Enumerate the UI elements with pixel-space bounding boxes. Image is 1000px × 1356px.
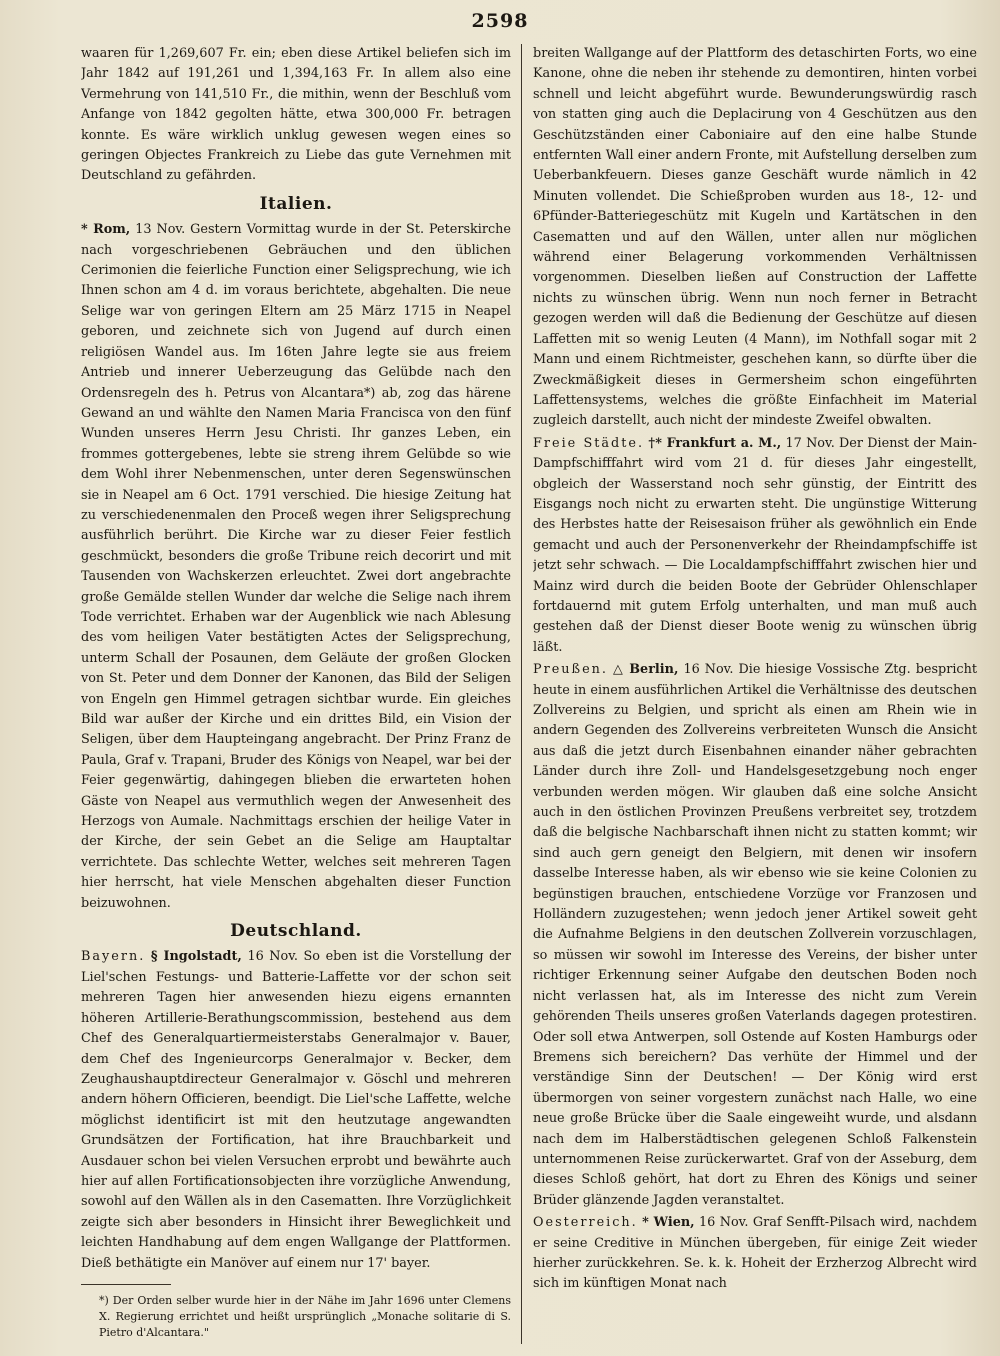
article-continuation: waaren für 1,269,607 Fr. ein; eben diese Artikel beliefen sich im Jahr 1842 auf 191,261 und 1,394,163 Fr. In allem also eine Vermehrung von 141,510 Fr., die mithin, wenn der Beschluß vom Anfange von 1842 gegolten hätte, etwa 300,000 Fr. betragen konnte. Es wäre wirklich unklug gewesen wegen eines so geringen Objectes Frankreich zu Liebe das gute Vernehmen mit Deutschland zu gefährden.: [81, 46, 511, 184]
article-rom: [81, 220, 511, 914]
footnote-divider: [81, 1284, 171, 1285]
article-continuation-right: breiten Wallgange auf der Plattform des detaschirten Forts, wo eine Kanone, ohne die neben ihr stehende zu demontiren, hinten vorbei schnell und leicht abgeführt wurde. Bewunderungswürdig rasch von statten ging auch die Deplacirung von 4 Geschützen aus den Geschützständen einer Caboniaire auf den eine halbe Stunde entfernten Wall einer andern Fronte, mit Aufstellung derselben zum Ueberbankfeuern. Dieses ganze Geschäft wurde nämlich in 42 Minuten vollendet. Die Schießproben wurden aus 18-, 12- und 6Pfünder-Batteriegeschütz mit Kugeln und Kartätschen in den Casematten und auf den Wällen, unter allen nur möglichen während einer Belagerung vorkommenden Verhältnissen vorgenommen. Dieselben ließen auf Construction der Laffette nichts zu wünschen übrig. Wenn nun noch ferner in Betracht gezogen werden will daß die Bedienung der Geschütze auf diesen Laffetten mit so wenig Leuten (4 Mann), im Nothfall sogar mit 2 Mann und einem Richtmeister, geschehen kann, so dürfte über die Zweckmäßigkeit dieses in Germersheim schon eingeführten Laffettensystems, welches die größte Einfachheit im Material zugleich darstellt, auch nicht der mindeste Zweifel obwalten.: [533, 46, 977, 429]
dateline-ingolstadt: § Ingolstadt,: [150, 949, 242, 965]
section-heading-deutschland: Deutschland.: [230, 921, 362, 942]
region-freie-staedte: Freie Städte.: [533, 435, 645, 451]
dateline-frankfurt: †* Frankfurt a. M.,: [648, 435, 782, 451]
dateline-wien: * Wien,: [642, 1215, 695, 1231]
footnote: *) Der Orden selber wurde hier in der Nähe im Jahr 1696 unter Clemens X. Regierung errichtet und heißt ursprünglich „Monache solitarie di S. Pietro d'Alcantara.": [99, 1293, 511, 1339]
region-bayern: Bayern.: [81, 949, 146, 965]
dateline-rom: * Rom,: [81, 222, 131, 238]
article-frankfurt-text: 17 Nov. Der Dienst der Main-Dampfschifffahrt wird vom 21 d. für dieses Jahr eingestellt, obgleich der Wasserstand noch sehr günstig, der Eintritt des Eisgangs noch nicht zu erwarten steht. Die ungünstige Witterung des Herbstes hatte der Reisesaison früher als gewöhnlich ein Ende gemacht und auch der Personenverkehr der Rheindampfschiffe ist jetzt sehr schwach. — Die Localdampfschifffahrt zwischen hier und Mainz wird durch die beiden Boote der Gebrüder Ohlenschlaper fortdauernd mit gutem Erfolg unterhalten, und man muß auch gestehen daß der Dienst dieser Boote wenig zu wünschen übrig läßt.: [533, 435, 977, 655]
section-heading-italien: Italien.: [259, 193, 333, 214]
article-berlin-text: 16 Nov. Die hiesige Vossische Ztg. bespricht heute in einem ausführlichen Artikel die Verhältnisse des deutschen Zollvereins zu Belgien, und spricht als einen am Rhein wie in andern Gegenden des Zollvereins verbreiteten Wunsch die Ansicht aus daß die jetzt durch Eisenbahnen einander näher gebrachten Länder durch ihre Zoll- und Handelsgesetzgebung noch enger verbunden werden mögen. Wir glauben daß eine solche Ansicht auch in den östlichen Provinzen Preußens verbreitet sey, trotzdem daß die belgische Nachbarschaft ihnen nicht zu statten kommt; wir sind auch gern geneigt den Belgiern, mit denen wir insofern dasselbe Interesse haben, als wir ebenso wie sie keine Colonien zu begünstigen brauchen, entschiedene Vorzüge vor Franzosen und Holländern zuzugestehen; wenn jedoch jener Artikel soweit geht die Aufnahme Belgiens in den deutschen Zollverein vorzuschlagen, so müssen wir sowohl im Interesse des Vereins, der bisher unter richtiger Erkennung seiner Aufgabe den deutschen Boden noch nicht verlassen hat, als im Interesse des nicht zum Verein gehörenden Theils unseres großen Vaterlands dagegen protestiren. Oder soll etwa Antwerpen, soll Ostende auf Kosten Hamburgs oder Bremens sich bereichern? Das verhüte der Himmel und der verständige Sinn der Deutschen! — Der König wird erst übermorgen von seiner vorgestern zunächst nach Halle, wo eine neue große Brücke über die Saale eingeweiht wurde, und alsdann nach dem im Halberstädtischen gelegenen Schloß Falkenstein unternommenen Reise zurückerwartet. Graf von der Asseburg, dem dieses Schloß gehört, hat dort zu Ehren des Königs und seiner Brüder glänzende Jagden veranstaltet.: [533, 662, 977, 1208]
column-divider: [521, 44, 522, 1344]
right-column: [533, 44, 977, 1344]
region-preussen: Preußen.: [533, 662, 608, 678]
article-wien-text: 16 Nov. Graf Senfft-Pilsach wird, nachdem er seine Creditive in München übergeben, für einige Zeit wieder hierher zurückkehren. Se. k. k. Hoheit der Erzherzog Albrecht wird sich im künftigen Monat nach: [533, 1215, 977, 1292]
article-ingolstadt: [81, 947, 511, 1274]
dateline-berlin: △ Berlin,: [613, 662, 679, 678]
article-berlin: [533, 660, 977, 1211]
page-number: 2598: [471, 10, 529, 32]
region-oesterreich: Oesterreich.: [533, 1215, 638, 1231]
article-rom-text: 13 Nov. Gestern Vormittag wurde in der St. Peterskirche nach vorgeschriebenen Gebräuchen und den üblichen Cerimonien die feierliche Function einer Seligsprechung, wie ich Ihnen schon am 4 d. im voraus berichtete, abgehalten. Die neue Selige war von geringen Eltern am 25 März 1715 in Neapel geboren, und zeichnete sich von Jugend auf durch einen religiösen Wandel aus. Im 16ten Jahre legte sie aus freiem Antrieb und innerer Ueberzeugung das Gelübde nach den Ordensregeln des h. Petrus von Alcantara*) ab, zog das härene Gewand an und wählte den Namen Maria Francisca von den fünf Wunden unseres Herrn Jesu Christi. Ihr ganzes Leben, ein frommes gottergebenes, lebte sie streng ihrem Gelübde so wie dem Wohl ihrer Nebenmenschen, unter deren Segenswünschen sie in Neapel am 6 Oct. 1791 verschied. Die hiesige Zeitung hat zu verschiedenenmalen den Proceß wegen ihrer Seligsprechung ausführlich berührt. Die Kirche war zu dieser Feier festlich geschmückt, besonders die große Tribune reich decorirt und mit Tausenden von Wachskerzen erleuchtet. Zwei dort angebrachte große Gemälde stellen Wunder dar welche die Selige nach ihrem Tode verrichtet. Erhaben war der Augenblick wie nach Ablesung des vom heiligen Vater bestätigten Actes der Seligsprechung, unterm Schall der Posaunen, dem Geläute der großen Glocken von St. Peter und dem Donner der Kanonen, das Bild der Seligen von Engeln gen Himmel getragen sichtbar wurde. Ein gleiches Bild war außer der Kirche und ein drittes Bild, ein Vision der Seligen, über dem Haupteingang angebracht. Der Prinz Franz de Paula, Graf v. Trapani, Bruder des Königs von Neapel, war bei der Feier gegenwärtig, dahingegen blieben die erwarteten hohen Gäste von Neapel aus vermuthlich wegen der Anwesenheit des Herzogs von Aumale. Nachmittags erschien der heilige Vater in der Kirche, der sein Gebet an die Selige am Hauptaltar verrichtete. Das schlechte Wetter, welches seit mehreren Tagen hier herrscht, hat viele Menschen abgehalten dieser Function beizuwohnen.: [81, 222, 511, 911]
article-wien: [533, 1213, 977, 1295]
article-ingolstadt-text: 16 Nov. So eben ist die Vorstellung der Liel'schen Festungs- und Batterie-Laffette vor der schon seit mehreren Tagen hier anwesenden hiezu eigens ernannten höheren Artillerie-Berathungscommission, bestehend aus dem Chef des Generalquartiermeisterstabs Generalmajor v. Bauer, dem Chef des Ingenieurcorps Generalmajor v. Becker, dem Zeughaushauptdirecteur Generalmajor v. Göschl und mehreren andern höhern Officieren, beendigt. Die Liel'sche Laffette, welche möglichst identificirt ist mit den heutzutage angewandten Grundsätzen der Fortification, hat ihre Brauchbarkeit und Ausdauer schon bei vielen Versuchen erprobt und bewährte auch hier auf allen Fortificationsobjecten ihre vorzügliche Anwendung, sowohl auf den Wällen als in den Casematten. Ihre Vorzüglichkeit zeigte sich aber besonders in Hinsicht ihrer Beweglichkeit und leichten Handhabung auf dem engen Wallgange der Plattformen. Dieß bethätigte ein Manöver auf einem nur 17' bayer.: [81, 949, 511, 1271]
left-column: [81, 44, 511, 1344]
article-frankfurt: [533, 434, 977, 658]
